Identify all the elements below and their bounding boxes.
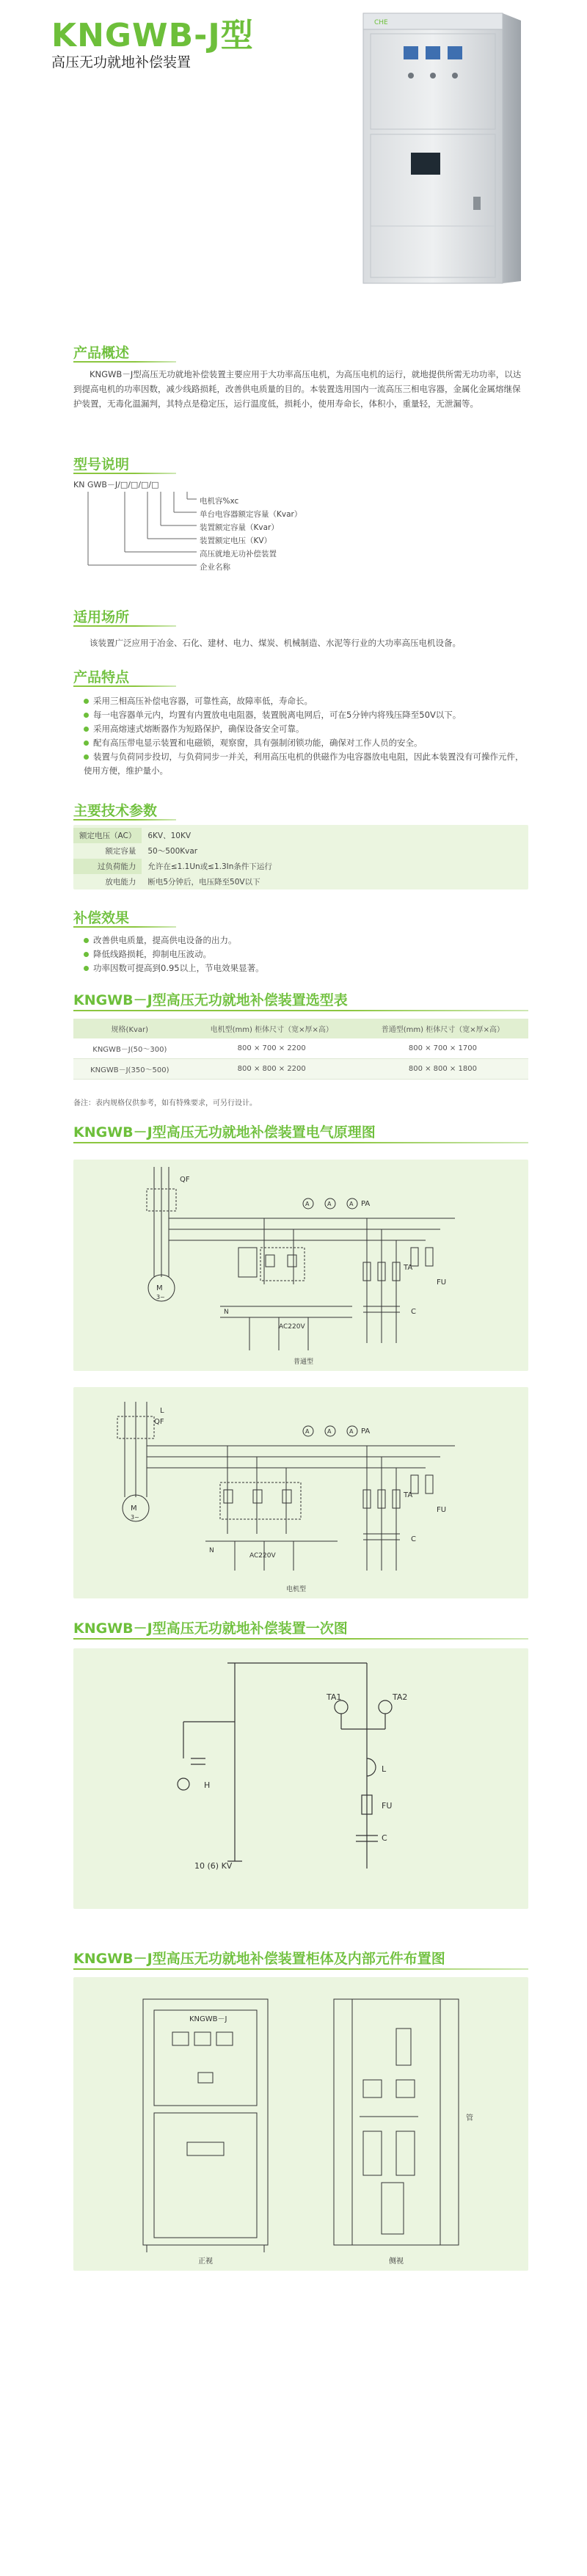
- cabinet-photo: [345, 6, 528, 288]
- cabinet-brand: CHE: [374, 19, 388, 26]
- feature-item: 配有高压带电显示装置和电磁锁，观察窗，具有强制闭锁功能，确保对工作人员的安全。: [84, 736, 531, 750]
- label-ammeter: A: [305, 1428, 310, 1435]
- model-divider: [73, 473, 176, 474]
- schematic-caption-motor: 电机型: [286, 1586, 307, 1593]
- table-row: KNGWB－J(350～500) 800 × 800 × 2200 800 × 800 × 1800: [73, 1059, 528, 1080]
- page-subtitle: 高压无功就地补偿装置: [51, 54, 192, 70]
- table-row: 额定容量 50～500Kvar: [105, 847, 198, 856]
- label-fu: FU: [382, 1801, 393, 1811]
- model-item: 高压就地无功补偿装置: [200, 550, 277, 559]
- label-c: C: [411, 1535, 416, 1543]
- feature-item: 采用三相高压补偿电容器，可靠性高，故障率低，寿命长。: [84, 694, 531, 708]
- label-pa: PA: [361, 1200, 371, 1208]
- bullet-icon: [84, 741, 89, 746]
- schematic-panel-standard: [73, 1160, 528, 1371]
- specs-panel: [73, 825, 528, 889]
- label-ac220: AC220V: [279, 1323, 305, 1331]
- primary-divider: [73, 1638, 528, 1640]
- label-motor-phase: 3~: [131, 1514, 139, 1521]
- label-ta1: TA1: [327, 1692, 342, 1702]
- effect-divider: [73, 926, 176, 928]
- schematic-divider: [73, 1142, 528, 1143]
- usage-divider: [73, 625, 176, 627]
- table-row: KNGWB－J(50～300) 800 × 700 × 2200 800 × 700 × 1700: [73, 1038, 528, 1059]
- model-heading: 型号说明: [73, 456, 130, 473]
- specs-divider: [73, 819, 176, 821]
- table-row: 额定电压（AC） 6KV、10KV: [73, 828, 278, 843]
- cabinet-label: KNGWB－J: [189, 2015, 227, 2023]
- side-view-label: 侧视: [389, 2257, 404, 2266]
- effect-item: 改善供电质量，提高供电设备的出力。: [84, 934, 531, 947]
- model-item: 单台电容器额定容量（Kvar）: [200, 510, 302, 519]
- label-ta2: TA2: [393, 1692, 408, 1702]
- feature-item: 采用高熔速式熔断器作为短路保护，确保设备安全可靠。: [84, 722, 531, 736]
- label-c: C: [382, 1833, 387, 1843]
- label-motor-phase: 3~: [156, 1294, 165, 1300]
- overview-divider: [73, 361, 176, 363]
- table-header-row: 规格(Kvar) 电机型(mm) 柜体尺寸（宽×厚×高） 普通型(mm) 柜体尺寸（宽×厚×高）: [73, 1019, 528, 1038]
- table-row: 放电能力 断电5分钟后，电压降至50V以下: [105, 878, 260, 887]
- label-ammeter: A: [327, 1428, 332, 1435]
- primary-diagram: [73, 1648, 528, 1909]
- schematic-caption-standard: 普通型: [294, 1358, 314, 1366]
- overview-heading: 产品概述: [73, 345, 130, 361]
- label-motor: M: [156, 1284, 163, 1292]
- selection-table-wrap: [73, 1019, 528, 1080]
- selection-note: 备注：表内规格仅供参考，如有特殊要求，可另行设计。: [73, 1099, 257, 1107]
- effect-heading: 补偿效果: [73, 910, 130, 926]
- label-ammeter: A: [305, 1201, 310, 1207]
- label-n: N: [224, 1309, 229, 1316]
- label-n: N: [209, 1547, 214, 1554]
- specs-heading: 主要技术参数: [73, 803, 158, 819]
- usage-text: 该装置广泛应用于冶金、石化、建材、电力、煤炭、机械制造、水泥等行业的大功率高压电机设备。: [90, 638, 461, 648]
- label-ammeter: A: [349, 1201, 354, 1207]
- table-row: 过负荷能力 允许在≤1.1Un或≤1.3In条件下运行: [73, 859, 278, 874]
- primary-heading: KNGWB－J型高压无功就地补偿装置一次图: [73, 1620, 348, 1637]
- layout-heading: KNGWB－J型高压无功就地补偿装置柜体及内部元件布置图: [73, 1951, 445, 1967]
- label-ammeter: A: [327, 1201, 332, 1207]
- selection-divider: [73, 1010, 528, 1011]
- label-qf: QF: [154, 1418, 164, 1426]
- label-fu: FU: [437, 1506, 447, 1514]
- bullet-icon: [84, 952, 89, 957]
- schematic-motor-diagram: [73, 1387, 528, 1598]
- effect-item: 功率因数可提高到0.95以上，节电效果显著。: [84, 961, 531, 975]
- label-l: L: [160, 1407, 164, 1415]
- feature-item: 装置与负荷同步投切，与负荷同步一并关，利用高压电机的供磁作为电容器放电电阻，因此本装置没有可操作元件，使用方便，维护量小。: [84, 752, 524, 776]
- rail-label: 管: [466, 2114, 473, 2122]
- bullet-icon: [84, 966, 89, 971]
- bullet-icon: [84, 938, 89, 943]
- overview-text: KNGWB－J型高压无功就地补偿装置主要应用于大功率高压电机，为高压电机的运行，就地提供所需无功功率，以达到提高电机的功率因数，减少线路损耗，改善供电质量的目的。本装置选用国内一流高压三相电容器，金属化金属熔继保护装置，无毒化温漏判，其特点是稳定压，运行温度低，损耗小，使用寿命长，体积小，重量轻，无泄漏等。: [73, 369, 522, 409]
- label-motor: M: [131, 1505, 137, 1513]
- model-item: 装置额定电压（KV）: [200, 536, 272, 545]
- specs-table: [73, 828, 278, 889]
- model-item: 装置额定容量（Kvar）: [200, 523, 279, 532]
- feature-item: 每一电容器单元内，均置有内置放电电阻器，装置脱离电网后，可在5分钟内将残压降至50V以下。: [84, 708, 531, 722]
- label-ammeter: A: [349, 1428, 354, 1435]
- label-l: L: [382, 1764, 387, 1774]
- layout-divider: [73, 1968, 528, 1970]
- label-pa: PA: [361, 1427, 371, 1436]
- schematic-standard-diagram: [73, 1160, 528, 1371]
- bullet-icon: [84, 713, 89, 718]
- label-ta: TA: [404, 1491, 413, 1499]
- schematic-panel-motor: [73, 1387, 528, 1598]
- page-title: KNGWB-J型: [51, 17, 254, 54]
- model-item: 电机容%xc: [200, 497, 239, 506]
- layout-diagram: [73, 1977, 528, 2271]
- primary-panel: [73, 1648, 528, 1909]
- label-fu: FU: [437, 1278, 447, 1287]
- schematic-heading: KNGWB－J型高压无功就地补偿装置电气原理图: [73, 1124, 376, 1140]
- effect-item: 降低线路损耗，抑制电压波动。: [84, 947, 531, 961]
- model-code: KN GWB－J/□/□/□/□: [73, 480, 159, 490]
- label-ac220: AC220V: [249, 1552, 276, 1560]
- usage-heading: 适用场所: [73, 609, 130, 625]
- features-divider: [73, 685, 176, 687]
- label-ta: TA: [404, 1264, 413, 1272]
- label-h: H: [204, 1780, 211, 1790]
- label-c: C: [411, 1308, 416, 1316]
- bullet-icon: [84, 727, 89, 732]
- bullet-icon: [84, 754, 89, 760]
- selection-heading: KNGWB－J型高压无功就地补偿装置选型表: [73, 992, 348, 1008]
- selection-table: [73, 1019, 528, 1080]
- features-heading: 产品特点: [73, 669, 130, 685]
- label-qf: QF: [180, 1176, 190, 1184]
- bullet-icon: [84, 699, 89, 704]
- layout-panel: [73, 1977, 528, 2271]
- label-voltage: 10 (6) KV: [194, 1861, 233, 1871]
- front-view-label: 正视: [198, 2257, 213, 2266]
- model-item: 企业名称: [200, 563, 230, 572]
